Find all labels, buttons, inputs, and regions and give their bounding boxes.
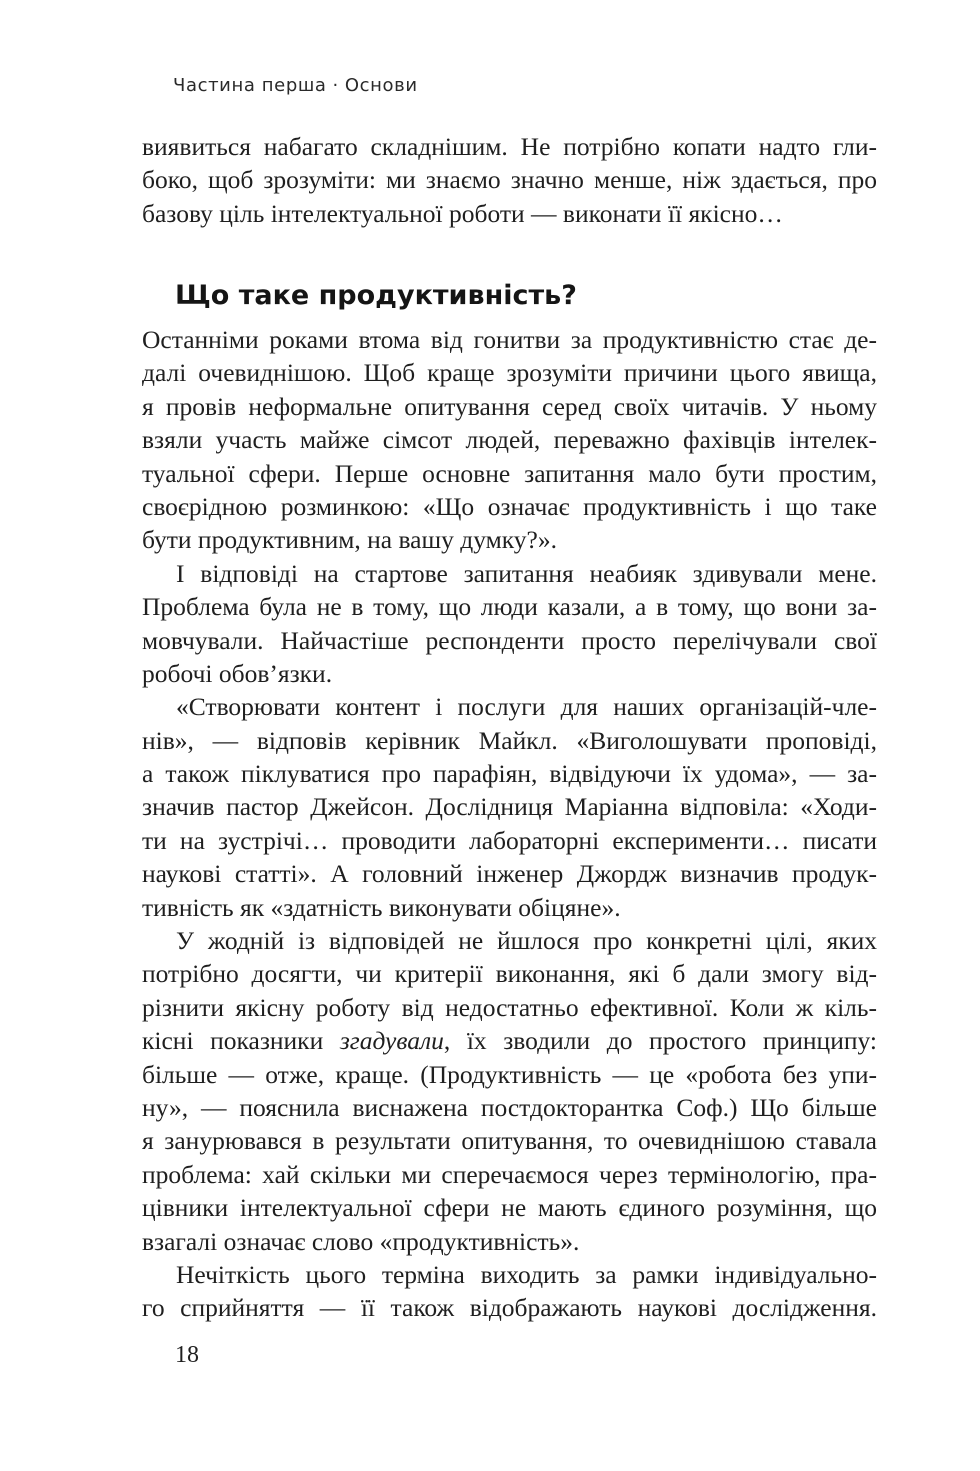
text-line: го сприйняття — її також відображають наукові дослідження. [142,1293,877,1323]
text-line: базову ціль інтелектуальної роботи — виконати її якісно… [142,198,783,228]
running-head-separator: · [332,75,339,96]
page-number: 18 [175,1342,199,1368]
text-line: ти на зустрічі… проводити лабораторні експерименти… писати [142,825,877,855]
text-line: ну», — пояснила виснажена постдокторантка Соф.) Що більше [142,1092,877,1122]
text-line: взяли участь майже сімсот людей, переважно фахівців інтелек- [142,425,877,455]
body-text [142,323,877,1325]
text-line: мовчували. Найчастіше респонденти просто перелічували свої [142,625,877,655]
text-line: тивність як «здатність виконувати обіцяне». [142,892,621,922]
text-line: різнити якісну роботу від недостатньо ефективної. Коли ж кіль- [142,992,877,1022]
text-line: туальної сфери. Перше основне запитання мало бути простим, [142,458,877,488]
section-heading: Що таке продуктивність? [175,280,577,311]
text-line: більше — отже, краще. (Продуктивність — це «робота без упи- [142,1059,877,1089]
text-line: «Створювати контент і послуги для наших організацій-чле- [176,692,877,722]
text-run: кісні показники [142,1026,340,1056]
text-line: бути продуктивним, на вашу думку?». [142,525,557,555]
emphasis-word: згадували [339,1026,444,1056]
text-line: У жодній із відповідей не йшлося про конкретні цілі, яких [176,926,877,956]
text-line: далі очевиднішою. Щоб краще зрозуміти причини цього явища, [142,358,877,388]
text-line: проблема: хай скільки ми сперечаємося через термінологію, пра- [142,1159,877,1189]
text-line: я занурювався в результати опитування, то очевиднішою ставала [142,1126,877,1156]
text-line: боко, щоб зрозуміти: ми знаємо значно менше, ніж здається, про [142,165,877,195]
text-line: потрібно досягти, чи критерії виконання, які б дали змогу від- [142,959,877,989]
intro-paragraph [142,130,877,230]
text-line: робочі обов’язки. [142,658,333,688]
text-line: виявиться набагато складнішим. Не потрібно копати надто гли- [142,132,877,161]
text-line: цівники інтелектуальної сфери не мають єдиного розуміння, що [142,1193,877,1223]
text-line: взагалі означає слово «продуктивність». [142,1226,580,1256]
running-head-section: Основи [344,75,418,96]
text-line-with-emphasis [142,1024,877,1057]
text-line: своєрідною розминкою: «Що означає продуктивність і що таке [142,491,877,521]
text-line: а також піклуватися про парафіян, відвідуючи їх удома», — за- [142,759,877,789]
text-line: нів», — відповів керівник Майкл. «Виголошувати проповіді, [142,725,877,755]
text-line: І відповіді на стартове запитання неабияк здивували мене. [176,558,877,588]
text-line: Останніми роками втома від гонитви за продуктивністю стає де- [142,325,877,354]
running-head-part: Частина перша [173,75,327,96]
text-line: Нечіткість цього терміна виходить за рамки індивідуально- [176,1259,877,1289]
text-line: я провів неформальне опитування серед своїх читачів. У ньому [142,391,877,421]
text-run: , їх зводили до простого принципу: [443,1026,877,1056]
text-line: наукові статті». А головний інженер Джордж визначив продук- [142,859,877,889]
text-line: значив пастор Джейсон. Дослідниця Маріанна відповіла: «Ходи- [142,792,877,822]
text-line: Проблема була не в тому, що люди казали, а в тому, що вони за- [142,592,877,622]
running-head [173,75,418,96]
